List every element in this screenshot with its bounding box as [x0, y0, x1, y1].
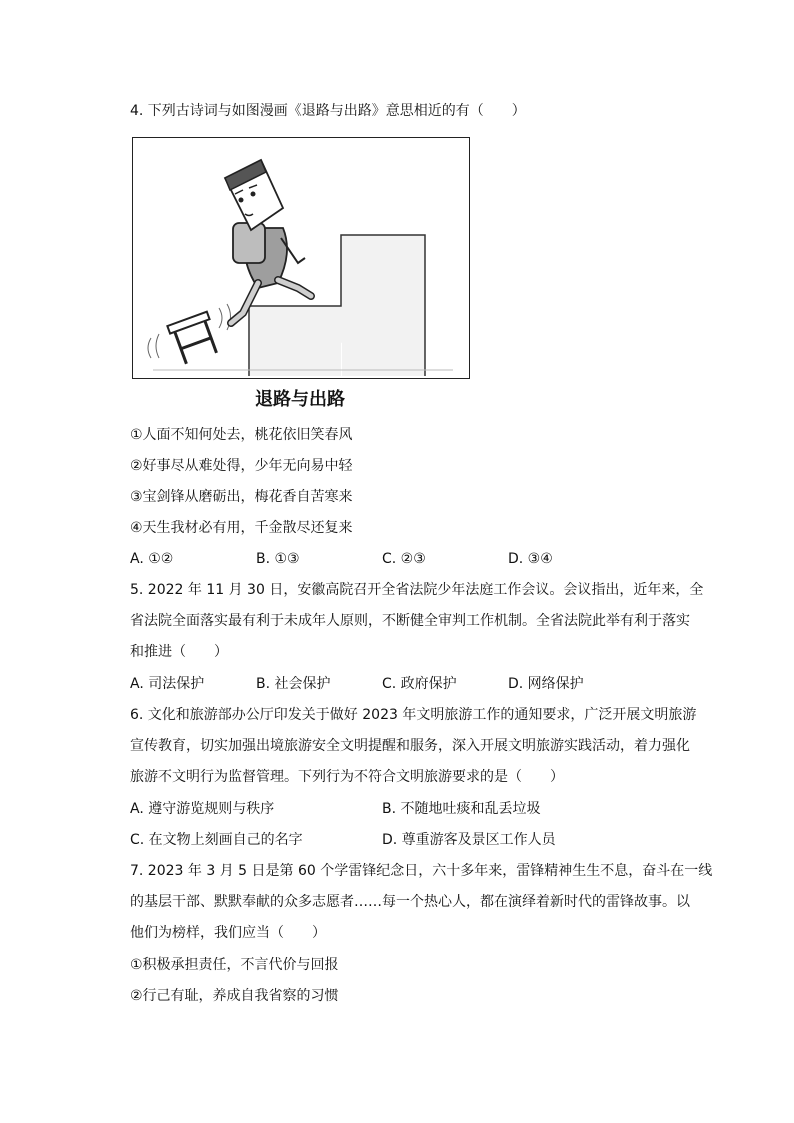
q4-option-d: D. ③④: [508, 551, 553, 567]
q6-line-3: 旅游不文明行为监督管理。下列行为不符合文明旅游要求的是（ ）: [130, 769, 564, 785]
stool-drawing: [167, 312, 221, 366]
q7-item-2: ②行己有耻，养成自我省察的习惯: [130, 988, 339, 1004]
q6-option-a: A. 遵守游览规则与秩序: [130, 801, 275, 817]
q4-item-2: ②好事尽从难处得，少年无向易中轻: [130, 458, 353, 474]
q7-line-3: 他们为榜样，我们应当（ ）: [130, 925, 326, 941]
cartoon-image: [132, 137, 470, 379]
q5-option-a: A. 司法保护: [130, 676, 205, 692]
q5-line-1: 5. 2022 年 11 月 30 日，安徽高院召开全省法院少年法庭工作会议。会议指出，近年来，全: [130, 582, 704, 598]
q6-line-1: 6. 文化和旅游部办公厅印发关于做好 2023 年文明旅游工作的通知要求，广泛开展文明旅游: [130, 707, 697, 723]
q6-line-2: 宣传教育，切实加强出境旅游安全文明提醒和服务，深入开展文明旅游实践活动，着力强化: [130, 738, 690, 754]
q7-line-1: 7. 2023 年 3 月 5 日是第 60 个学雷锋纪念日，六十多年来，雷锋精神生生不息，奋斗在一线: [130, 863, 713, 879]
q6-option-c: C. 在文物上刻画自己的名字: [130, 832, 303, 848]
q7-item-1: ①积极承担责任，不言代价与回报: [130, 957, 339, 973]
q5-line-3: 和推进（ ）: [130, 644, 228, 660]
q6-option-b: B. 不随地吐痰和乱丢垃圾: [382, 801, 541, 817]
q4-option-a: A. ①②: [130, 551, 174, 567]
q6-option-d: D. 尊重游客及景区工作人员: [382, 832, 556, 848]
q4-option-b: B. ①③: [256, 551, 300, 567]
q5-option-b: B. 社会保护: [256, 676, 331, 692]
cartoon-caption: 退路与出路: [255, 389, 345, 410]
q5-option-d: D. 网络保护: [508, 676, 584, 692]
q4-option-c: C. ②③: [382, 551, 426, 567]
q5-line-2: 省法院全面落实最有利于未成年人原则，不断健全审判工作机制。全省法院此举有利于落实: [130, 613, 690, 629]
q4-item-1: ①人面不知何处去，桃花依旧笑春风: [130, 427, 353, 443]
q5-option-c: C. 政府保护: [382, 676, 457, 692]
q4-item-3: ③宝剑锋从磨砺出，梅花香自苦寒来: [130, 489, 353, 505]
cartoon-drawing: [133, 138, 468, 377]
q7-line-2: 的基层干部、默默奉献的众多志愿者……每一个热心人，都在演绎着新时代的雷锋故事。以: [130, 894, 690, 910]
q4-item-4: ④天生我材必有用，千金散尽还复来: [130, 520, 353, 536]
q4-stem: 4. 下列古诗词与如图漫画《退路与出路》意思相近的有（ ）: [130, 103, 526, 119]
